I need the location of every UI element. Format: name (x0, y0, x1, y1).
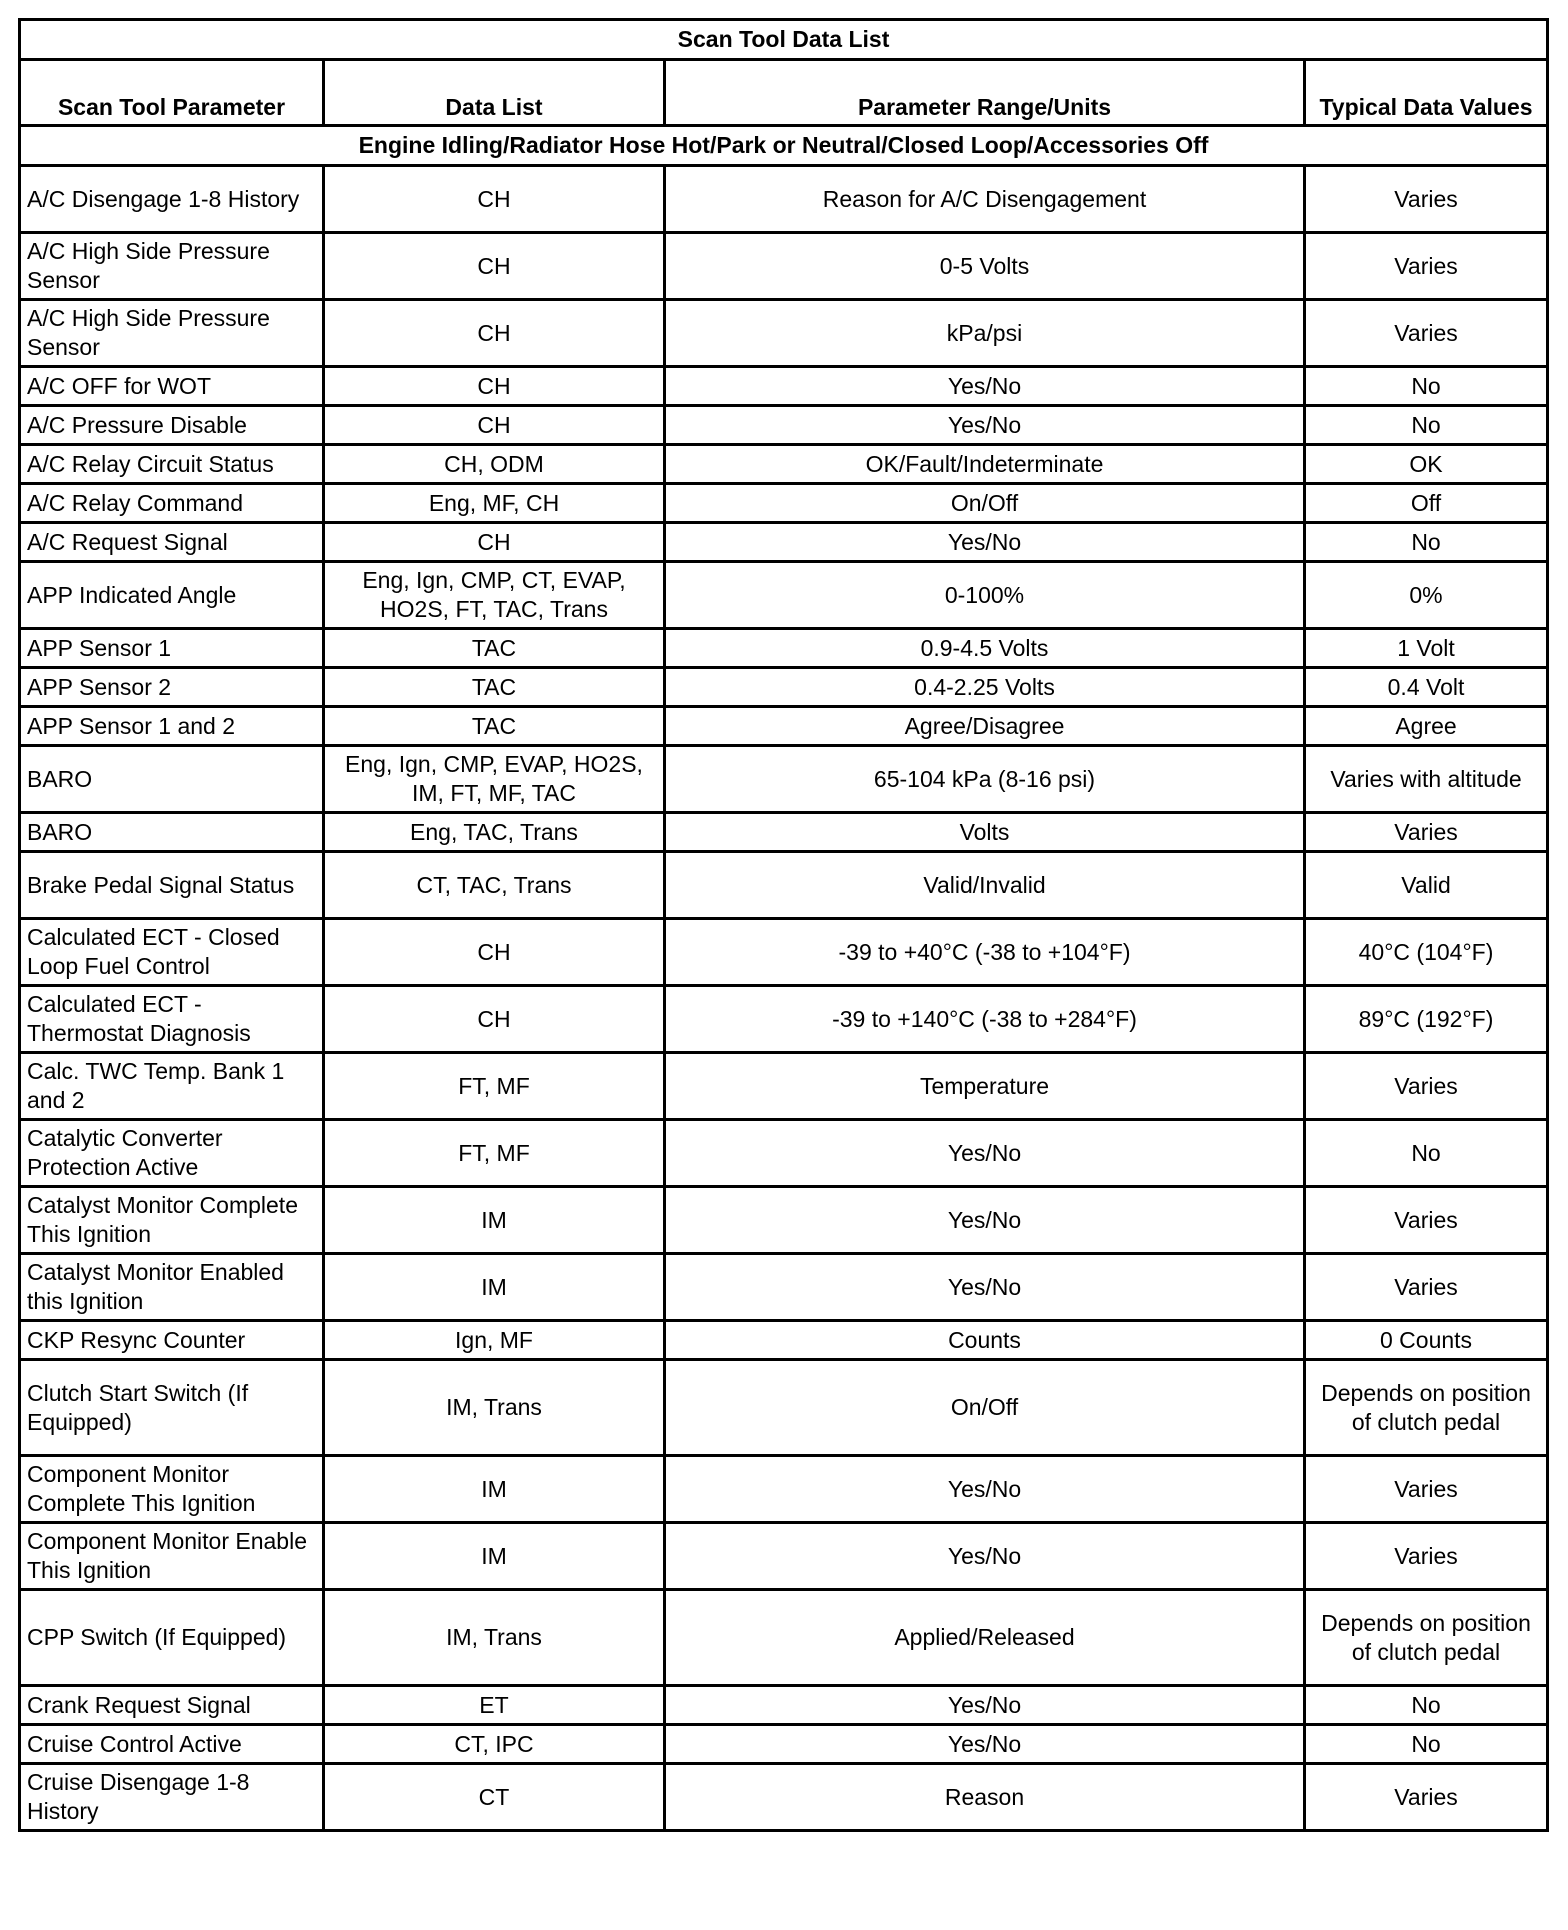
cell-data-list: CT (324, 1764, 665, 1831)
cell-typical-value: No (1305, 1725, 1548, 1764)
cell-data-list: IM (324, 1187, 665, 1254)
cell-typical-value: 89°C (192°F) (1305, 986, 1548, 1053)
cell-parameter: Calculated ECT - Thermostat Diagnosis (20, 986, 324, 1053)
scan-tool-data-list-sheet (18, 18, 1546, 1832)
cell-typical-value: 1 Volt (1305, 629, 1548, 668)
cell-parameter: APP Sensor 1 (20, 629, 324, 668)
cell-parameter: A/C Relay Circuit Status (20, 445, 324, 484)
cell-parameter-range: Yes/No (665, 1523, 1305, 1590)
cell-data-list: TAC (324, 707, 665, 746)
header-scan-tool-parameter: Scan Tool Parameter (20, 60, 324, 126)
cell-data-list: IM (324, 1254, 665, 1321)
cell-parameter: Component Monitor Complete This Ignition (20, 1456, 324, 1523)
cell-data-list: CH (324, 986, 665, 1053)
cell-parameter: A/C Disengage 1-8 History (20, 166, 324, 233)
cell-data-list: CH (324, 300, 665, 367)
cell-typical-value: No (1305, 1686, 1548, 1725)
cell-typical-value: Valid (1305, 852, 1548, 919)
cell-parameter: Component Monitor Enable This Ignition (20, 1523, 324, 1590)
cell-data-list: CH (324, 166, 665, 233)
cell-parameter: CKP Resync Counter (20, 1321, 324, 1360)
cell-data-list: CH (324, 919, 665, 986)
cell-parameter-range: -39 to +40°C (-38 to +104°F) (665, 919, 1305, 986)
cell-parameter: APP Sensor 1 and 2 (20, 707, 324, 746)
table-row (20, 367, 1548, 406)
cell-parameter: Catalyst Monitor Complete This Ignition (20, 1187, 324, 1254)
cell-typical-value: 40°C (104°F) (1305, 919, 1548, 986)
cell-typical-value: Varies (1305, 233, 1548, 300)
table-row (20, 629, 1548, 668)
table-row (20, 1686, 1548, 1725)
cell-data-list: CH (324, 406, 665, 445)
cell-parameter: A/C OFF for WOT (20, 367, 324, 406)
cell-parameter: A/C Relay Command (20, 484, 324, 523)
cell-typical-value: Varies (1305, 1187, 1548, 1254)
cell-parameter: Cruise Disengage 1-8 History (20, 1764, 324, 1831)
table-row (20, 166, 1548, 233)
table-row (20, 1590, 1548, 1686)
cell-parameter-range: Yes/No (665, 1254, 1305, 1321)
cell-parameter: A/C Request Signal (20, 523, 324, 562)
table-row (20, 484, 1548, 523)
header-typical-data-values: Typical Data Values (1305, 60, 1548, 126)
cell-data-list: IM (324, 1523, 665, 1590)
table-row (20, 1523, 1548, 1590)
cell-data-list: CH (324, 523, 665, 562)
table-row (20, 1725, 1548, 1764)
cell-parameter-range: Agree/Disagree (665, 707, 1305, 746)
cell-typical-value: Varies (1305, 813, 1548, 852)
table-body (20, 166, 1548, 1831)
cell-typical-value: Depends on position of clutch pedal (1305, 1360, 1548, 1456)
cell-typical-value: No (1305, 406, 1548, 445)
table-row (20, 1254, 1548, 1321)
cell-typical-value: No (1305, 367, 1548, 406)
cell-data-list: CT, TAC, Trans (324, 852, 665, 919)
table-row (20, 852, 1548, 919)
cell-parameter-range: Reason for A/C Disengagement (665, 166, 1305, 233)
cell-parameter-range: -39 to +140°C (-38 to +284°F) (665, 986, 1305, 1053)
cell-parameter: Brake Pedal Signal Status (20, 852, 324, 919)
table-row (20, 1187, 1548, 1254)
cell-parameter-range: Yes/No (665, 1686, 1305, 1725)
table-row (20, 445, 1548, 484)
cell-parameter: CPP Switch (If Equipped) (20, 1590, 324, 1686)
cell-typical-value: Varies (1305, 1456, 1548, 1523)
cell-parameter-range: Reason (665, 1764, 1305, 1831)
table-row (20, 523, 1548, 562)
table-row (20, 406, 1548, 445)
cell-typical-value: Varies (1305, 300, 1548, 367)
cell-parameter: Crank Request Signal (20, 1686, 324, 1725)
header-parameter-range-units: Parameter Range/Units (665, 60, 1305, 126)
cell-data-list: Eng, Ign, CMP, CT, EVAP, HO2S, FT, TAC, Trans (324, 562, 665, 629)
cell-data-list: Eng, TAC, Trans (324, 813, 665, 852)
cell-data-list: CH (324, 367, 665, 406)
cell-parameter: BARO (20, 746, 324, 813)
cell-parameter-range: Yes/No (665, 1187, 1305, 1254)
table-row (20, 1360, 1548, 1456)
cell-data-list: IM, Trans (324, 1360, 665, 1456)
cell-typical-value: 0 Counts (1305, 1321, 1548, 1360)
cell-typical-value: Varies (1305, 166, 1548, 233)
cell-parameter: A/C High Side Pressure Sensor (20, 233, 324, 300)
cell-typical-value: 0% (1305, 562, 1548, 629)
cell-parameter-range: Volts (665, 813, 1305, 852)
cell-data-list: CH, ODM (324, 445, 665, 484)
table-row (20, 300, 1548, 367)
cell-data-list: TAC (324, 629, 665, 668)
cell-data-list: FT, MF (324, 1120, 665, 1187)
cell-parameter: Calculated ECT - Closed Loop Fuel Control (20, 919, 324, 986)
cell-typical-value: Varies (1305, 1053, 1548, 1120)
cell-parameter: Calc. TWC Temp. Bank 1 and 2 (20, 1053, 324, 1120)
table-row (20, 233, 1548, 300)
cell-parameter-range: Yes/No (665, 1120, 1305, 1187)
cell-parameter-range: Yes/No (665, 523, 1305, 562)
header-data-list: Data List (324, 60, 665, 126)
cell-parameter-range: kPa/psi (665, 300, 1305, 367)
cell-typical-value: No (1305, 1120, 1548, 1187)
table-row (20, 1456, 1548, 1523)
table-row (20, 986, 1548, 1053)
cell-parameter: APP Indicated Angle (20, 562, 324, 629)
cell-parameter: A/C High Side Pressure Sensor (20, 300, 324, 367)
cell-parameter-range: 0.4-2.25 Volts (665, 668, 1305, 707)
table-row (20, 813, 1548, 852)
operating-condition-row: Engine Idling/Radiator Hose Hot/Park or Neutral/Closed Loop/Accessories Off (20, 126, 1548, 166)
cell-parameter-range: Temperature (665, 1053, 1305, 1120)
cell-typical-value: Varies (1305, 1764, 1548, 1831)
cell-parameter: Catalytic Converter Protection Active (20, 1120, 324, 1187)
cell-data-list: IM, Trans (324, 1590, 665, 1686)
cell-parameter-range: 0.9-4.5 Volts (665, 629, 1305, 668)
cell-data-list: Eng, Ign, CMP, EVAP, HO2S, IM, FT, MF, TAC (324, 746, 665, 813)
table-row (20, 1053, 1548, 1120)
cell-typical-value: Off (1305, 484, 1548, 523)
cell-typical-value: Agree (1305, 707, 1548, 746)
cell-typical-value: OK (1305, 445, 1548, 484)
cell-typical-value: 0.4 Volt (1305, 668, 1548, 707)
table-row (20, 562, 1548, 629)
cell-parameter: BARO (20, 813, 324, 852)
table-row (20, 668, 1548, 707)
cell-parameter-range: Yes/No (665, 1456, 1305, 1523)
cell-data-list: ET (324, 1686, 665, 1725)
cell-data-list: Ign, MF (324, 1321, 665, 1360)
table-row (20, 1120, 1548, 1187)
cell-data-list: CT, IPC (324, 1725, 665, 1764)
cell-data-list: Eng, MF, CH (324, 484, 665, 523)
cell-parameter-range: OK/Fault/Indeterminate (665, 445, 1305, 484)
table-title: Scan Tool Data List (20, 20, 1548, 60)
cell-parameter-range: Valid/Invalid (665, 852, 1305, 919)
cell-parameter-range: 0-100% (665, 562, 1305, 629)
cell-parameter-range: Yes/No (665, 1725, 1305, 1764)
cell-parameter-range: Yes/No (665, 406, 1305, 445)
cell-parameter: APP Sensor 2 (20, 668, 324, 707)
cell-data-list: CH (324, 233, 665, 300)
cell-data-list: TAC (324, 668, 665, 707)
table-row (20, 1321, 1548, 1360)
cell-parameter: Catalyst Monitor Enabled this Ignition (20, 1254, 324, 1321)
cell-parameter-range: 0-5 Volts (665, 233, 1305, 300)
cell-parameter-range: On/Off (665, 484, 1305, 523)
cell-typical-value: Varies with altitude (1305, 746, 1548, 813)
table-row (20, 919, 1548, 986)
scan-tool-data-table (18, 18, 1549, 1832)
cell-parameter-range: Applied/Released (665, 1590, 1305, 1686)
cell-parameter-range: On/Off (665, 1360, 1305, 1456)
cell-typical-value: Varies (1305, 1523, 1548, 1590)
cell-typical-value: Varies (1305, 1254, 1548, 1321)
cell-data-list: IM (324, 1456, 665, 1523)
table-row (20, 746, 1548, 813)
cell-data-list: FT, MF (324, 1053, 665, 1120)
cell-parameter: A/C Pressure Disable (20, 406, 324, 445)
table-row (20, 707, 1548, 746)
cell-parameter-range: Yes/No (665, 367, 1305, 406)
cell-parameter: Cruise Control Active (20, 1725, 324, 1764)
cell-parameter-range: 65-104 kPa (8-16 psi) (665, 746, 1305, 813)
cell-typical-value: Depends on position of clutch pedal (1305, 1590, 1548, 1686)
cell-typical-value: No (1305, 523, 1548, 562)
table-row (20, 1764, 1548, 1831)
cell-parameter-range: Counts (665, 1321, 1305, 1360)
cell-parameter: Clutch Start Switch (If Equipped) (20, 1360, 324, 1456)
